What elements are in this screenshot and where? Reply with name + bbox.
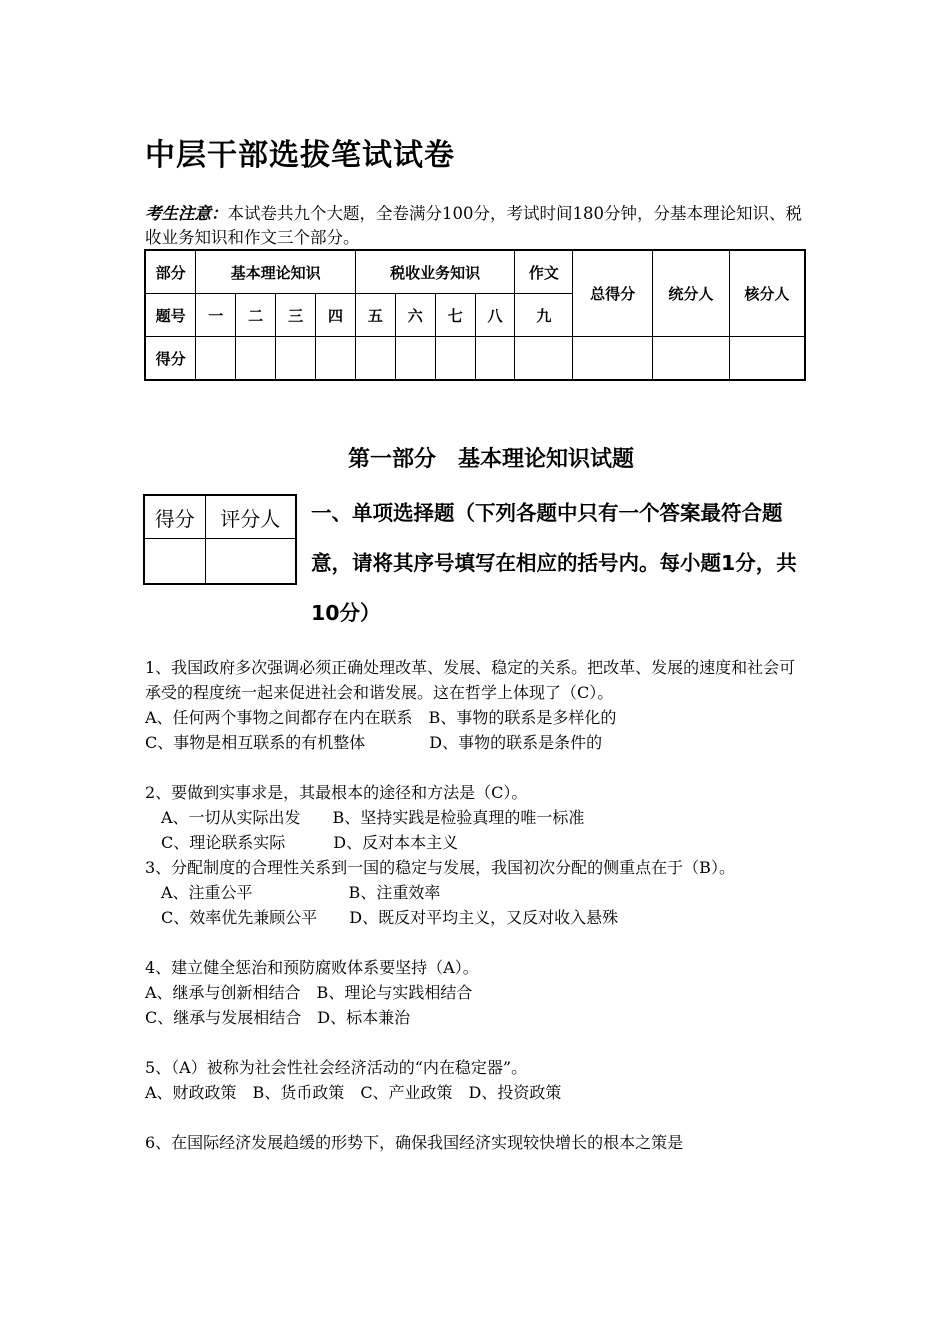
score-cell[interactable] [515,337,573,381]
question-number-cell: 四 [316,294,356,337]
score-cell[interactable] [196,337,236,381]
question-stem: 1、我国政府多次强调必须正确处理改革、发展、稳定的关系。把改革、发展的速度和社会可承受的程度统一起来促进社会和谐发展。这在哲学上体现了（C）。 [145,658,796,702]
question-number-label: 题号 [145,294,196,337]
question-number-cell: 八 [475,294,515,337]
score-cell[interactable] [316,337,356,381]
header-basic-theory: 基本理论知识 [196,250,356,294]
page-title: 中层干部选拔笔试试卷 [145,138,455,173]
question-stem: 5、（A）被称为社会性社会经济活动的“内在稳定器”。 [145,1058,528,1077]
question-number-cell: 七 [435,294,475,337]
score-cell[interactable] [395,337,435,381]
question-option: C、理论联系实际 D、反对本本主义 [145,833,459,852]
question-list [145,655,810,1155]
header-essay: 作文 [515,250,573,294]
score-cell[interactable] [276,337,316,381]
notice-label: 考生注意： [145,204,228,223]
header-tax-business: 税收业务知识 [355,250,515,294]
score-cell[interactable] [475,337,515,381]
question-number-cell: 三 [276,294,316,337]
question-number-cell: 五 [355,294,395,337]
question-option: A、注重公平 B、注重效率 [145,883,441,902]
question-stem: 6、在国际经济发展趋缓的形势下，确保我国经济实现较快增长的根本之策是 [145,1133,684,1152]
notice-text: 本试卷共九个大题，全卷满分100分，考试时间180分钟，分基本理论知识、税收业务知识和作文三个部分。 [145,204,802,247]
grader-box [143,494,297,585]
question-number-cell: 九 [515,294,573,337]
exam-notice [145,202,810,250]
question-option: C、事物是相互联系的有机整体 D、事物的联系是条件的 [145,733,603,752]
header-tallier: 统分人 [652,250,729,337]
question-number-cell: 六 [395,294,435,337]
question-number-cell: 一 [196,294,236,337]
question-option: A、继承与创新相结合 B、理论与实践相结合 [145,983,473,1002]
question-option: A、财政政策 B、货币政策 C、产业政策 D、投资政策 [145,1083,562,1102]
score-cell[interactable] [236,337,276,381]
question-number-cell: 二 [236,294,276,337]
part-title: 第一部分 基本理论知识试题 [348,447,635,472]
question-option: A、一切从实际出发 B、坚持实践是检验真理的唯一标准 [145,808,585,827]
score-cell[interactable] [355,337,395,381]
question-stem: 4、建立健全惩治和预防腐败体系要坚持（A）。 [145,958,479,977]
question-stem: 2、要做到实事求是，其最根本的途径和方法是（C）。 [145,783,528,802]
header-part: 部分 [145,250,196,294]
score-row-label: 得分 [145,337,196,381]
tallier-cell[interactable] [652,337,729,381]
question-option: C、效率优先兼顾公平 D、既反对平均主义，又反对收入悬殊 [145,908,619,927]
grader-score-cell[interactable] [144,539,205,585]
question-option: A、任何两个事物之间都存在内在联系 B、事物的联系是多样化的 [145,708,617,727]
header-total-score: 总得分 [573,250,653,337]
total-score-cell[interactable] [573,337,653,381]
question-stem: 3、分配制度的合理性关系到一国的稳定与发展，我国初次分配的侧重点在于（B）。 [145,858,735,877]
verifier-cell[interactable] [729,337,805,381]
grader-name-label: 评分人 [205,495,296,539]
grader-score-label: 得分 [144,495,205,539]
question-option: C、继承与发展相结合 D、标本兼治 [145,1008,411,1027]
header-verifier: 核分人 [729,250,805,337]
score-table [144,249,806,381]
section-heading: 一、单项选择题（下列各题中只有一个答案最符合题意，请将其序号填写在相应的括号内。每小题1分，共 10分） [311,501,797,625]
score-cell[interactable] [435,337,475,381]
grader-name-cell[interactable] [205,539,296,585]
